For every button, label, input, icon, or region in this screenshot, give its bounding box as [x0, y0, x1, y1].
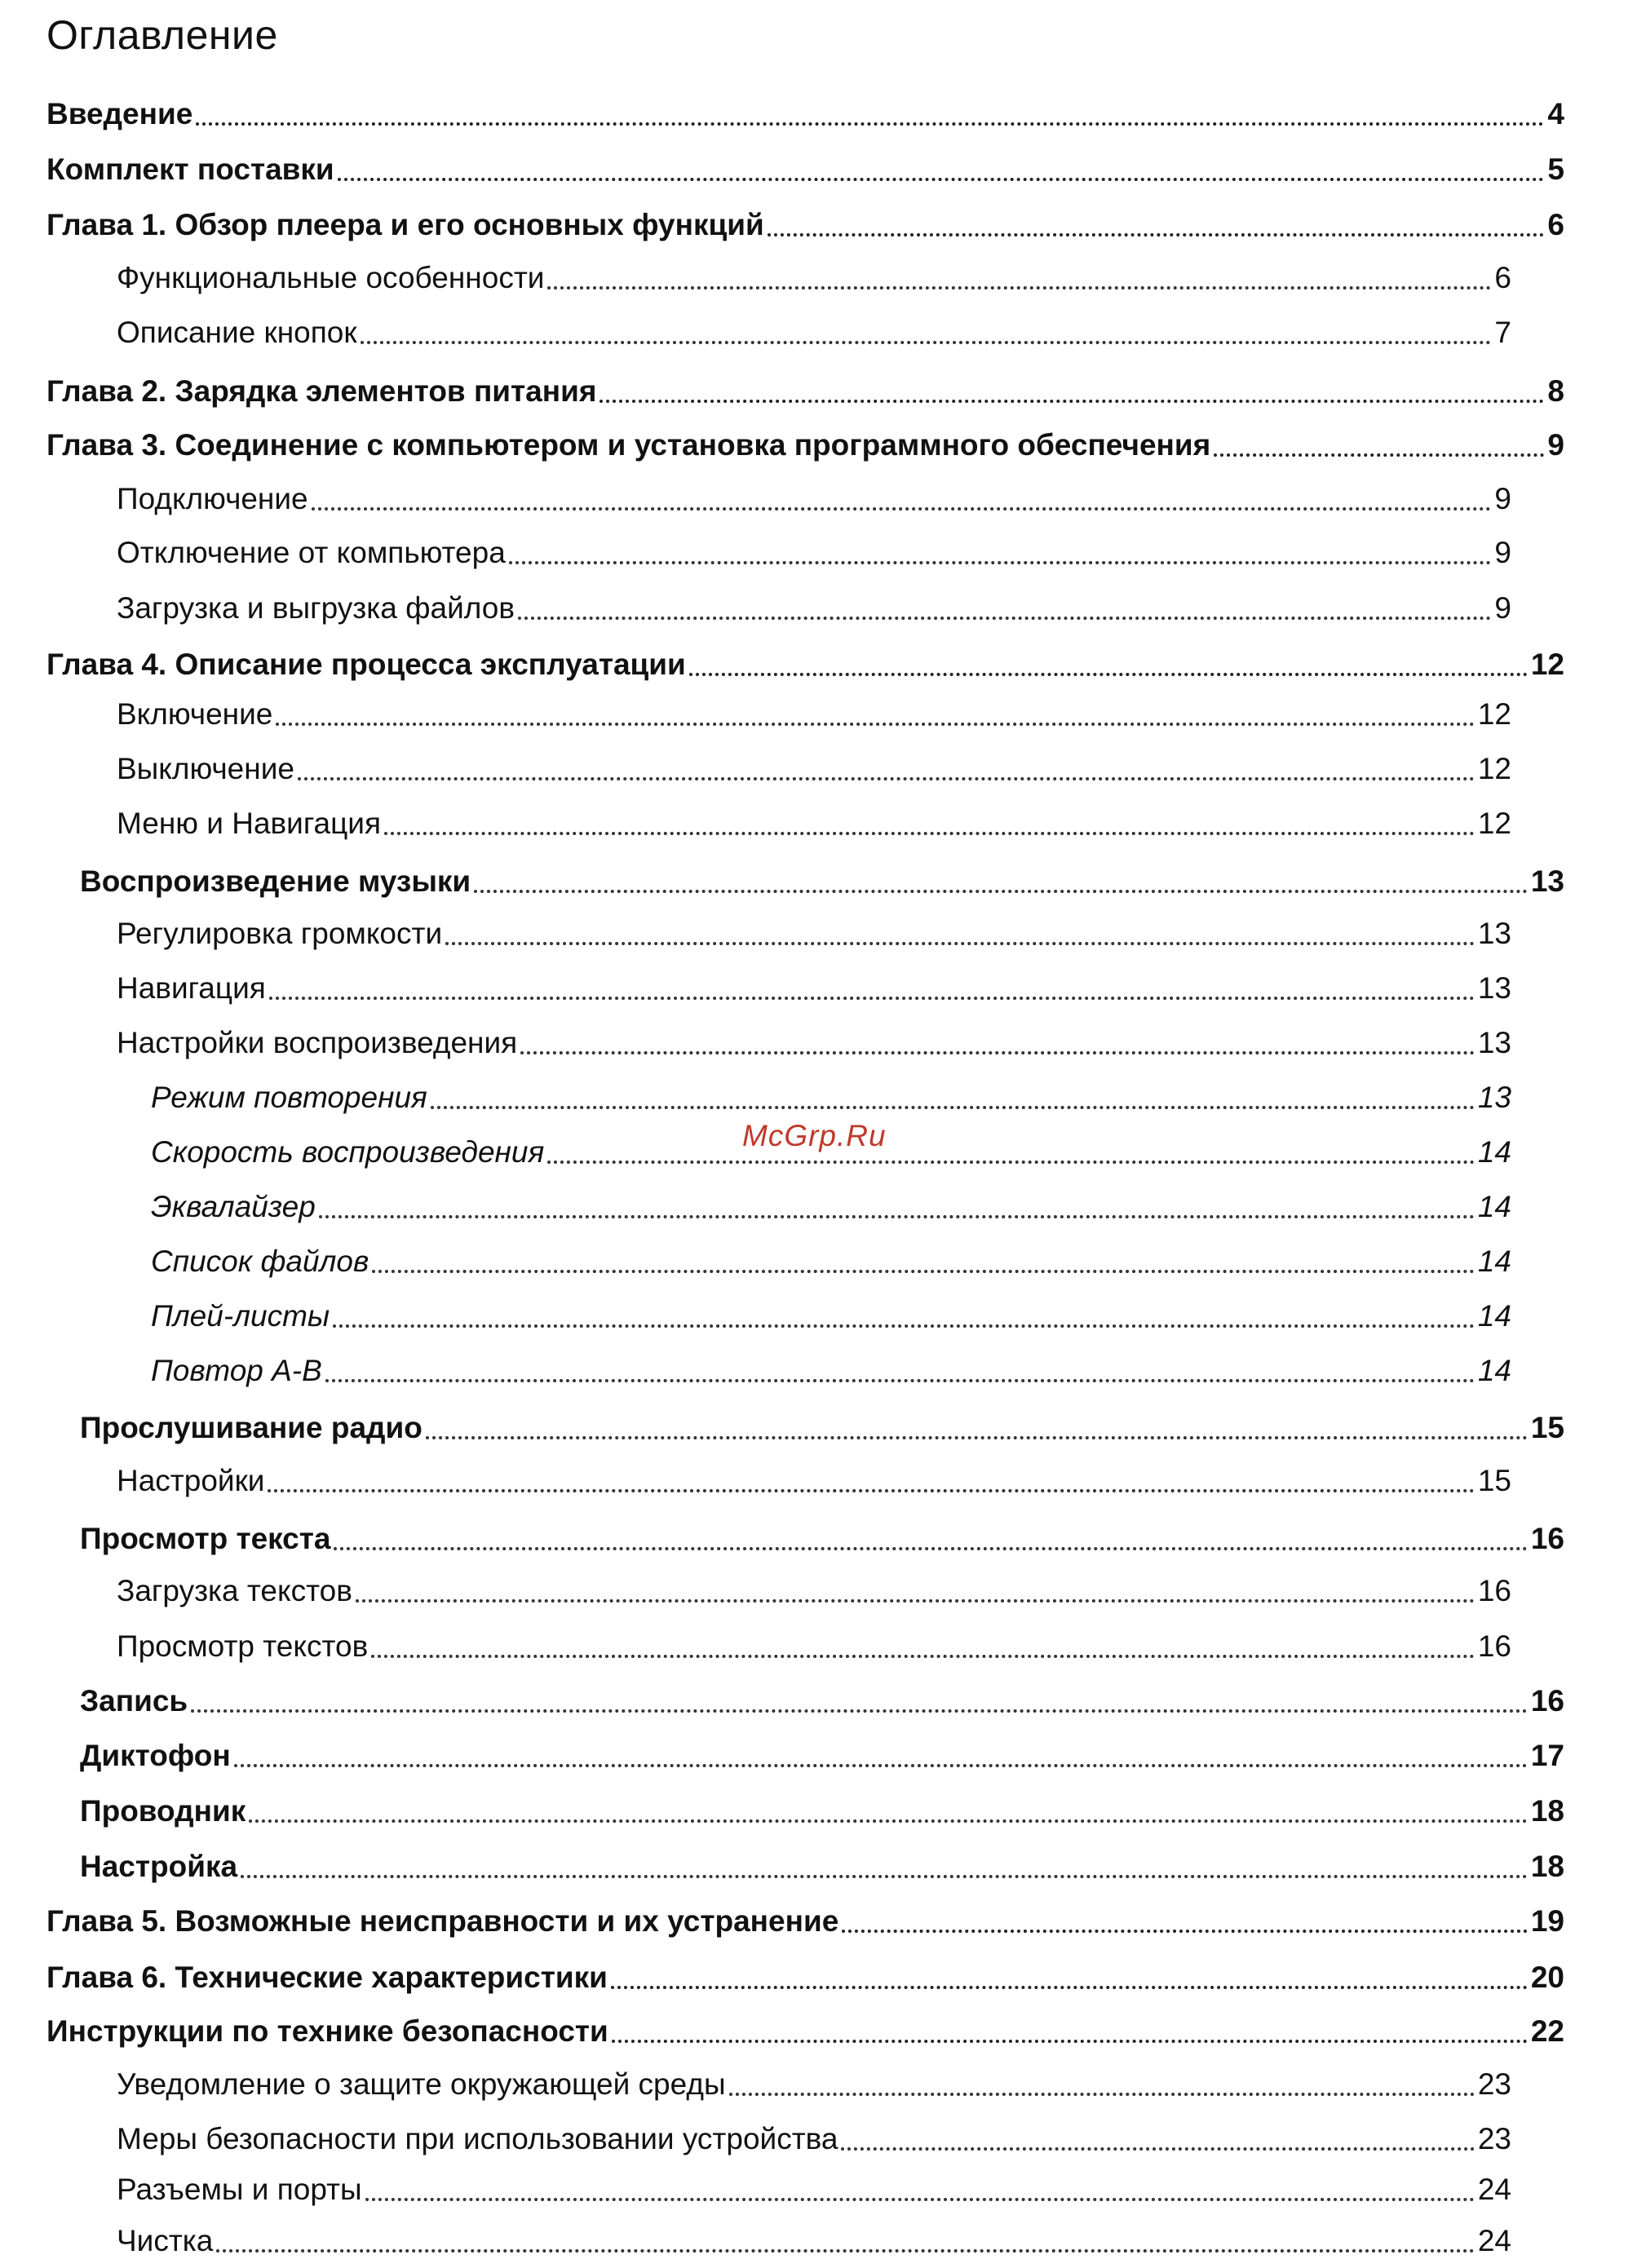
toc-entry-title: Чистка — [117, 2224, 214, 2257]
toc-entry-page: 16 — [1530, 1684, 1564, 1718]
toc-entry-title: Скорость воспроизведения — [151, 1135, 545, 1169]
toc-entry-page: 17 — [1530, 1739, 1564, 1772]
toc-entry-page: 14 — [1477, 1354, 1511, 1387]
dot-leader — [729, 2093, 1475, 2096]
toc-entry-chapter-6[interactable] — [46, 1957, 1564, 1998]
toc-entry-buttons[interactable] — [117, 312, 1511, 353]
toc-entry-equalizer[interactable] — [151, 1187, 1511, 1227]
toc-entry-title: Меры безопасности при использовании устройства — [117, 2122, 838, 2155]
toc-entry-title: Глава 2. Зарядка элементов питания — [46, 374, 597, 408]
toc-entry-page: 5 — [1547, 153, 1564, 186]
dot-leader — [356, 1599, 1475, 1603]
dot-leader — [268, 1489, 1474, 1492]
toc-entry-title: Функциональные особенности — [117, 261, 545, 294]
toc-entry-package-contents[interactable] — [46, 149, 1564, 190]
toc-entry-navigation[interactable] — [117, 968, 1511, 1009]
toc-entry-text-loading[interactable] — [117, 1571, 1511, 1611]
toc-entry-page: 14 — [1477, 1135, 1511, 1169]
toc-entry-page: 16 — [1477, 1629, 1511, 1663]
dot-leader — [384, 832, 1475, 835]
dot-leader — [249, 1819, 1528, 1823]
toc-entry-volume[interactable] — [117, 913, 1511, 954]
dot-leader — [312, 507, 1492, 511]
toc-entry-title: Отключение от компьютера — [117, 536, 506, 569]
dot-leader — [426, 1436, 1528, 1439]
dot-leader — [216, 2249, 1474, 2253]
toc-entry-chapter-1[interactable] — [46, 205, 1564, 245]
dot-leader — [520, 1051, 1475, 1054]
dot-leader — [325, 1379, 1475, 1382]
toc-entry-settings[interactable] — [80, 1846, 1564, 1887]
toc-entry-text-viewer[interactable] — [80, 1519, 1564, 1559]
toc-entry-page: 9 — [1547, 428, 1564, 462]
toc-entry-playback-settings[interactable] — [117, 1023, 1511, 1063]
toc-entry-page: 13 — [1477, 1026, 1511, 1059]
dot-leader — [241, 1875, 1528, 1878]
toc-entry-chapter-5[interactable] — [46, 1901, 1564, 1942]
dot-leader — [431, 1106, 1475, 1109]
dot-leader — [768, 233, 1545, 237]
dot-leader — [319, 1215, 1475, 1218]
toc-entry-title: Введение — [46, 97, 193, 130]
toc-entry-title: Настройки — [117, 1464, 265, 1497]
dot-leader — [689, 673, 1528, 676]
toc-entry-page: 24 — [1477, 2173, 1511, 2206]
toc-entry-page: 12 — [1530, 648, 1564, 681]
dot-leader — [445, 942, 1475, 945]
toc-entry-title: Настройка — [80, 1850, 238, 1883]
toc-entry-radio-settings[interactable] — [117, 1461, 1511, 1501]
toc-entry-safety-measures[interactable] — [117, 2119, 1511, 2160]
toc-entry-radio[interactable] — [80, 1408, 1564, 1448]
dot-leader — [1214, 453, 1544, 457]
toc-entry-page: 12 — [1477, 697, 1511, 731]
toc-entry-title: Режим повторения — [151, 1081, 427, 1114]
toc-entry-page: 12 — [1477, 752, 1511, 785]
toc-entry-chapter-2[interactable] — [46, 371, 1564, 412]
toc-entry-environment[interactable] — [117, 2064, 1511, 2105]
dot-leader — [234, 1764, 1528, 1767]
dot-leader — [547, 1161, 1475, 1164]
toc-entry-page: 9 — [1494, 482, 1511, 515]
toc-entry-title: Выключение — [117, 752, 294, 785]
toc-entry-page: 22 — [1530, 2014, 1564, 2048]
toc-entry-page: 12 — [1477, 807, 1511, 840]
dot-leader — [196, 122, 1544, 126]
dot-leader — [298, 777, 1475, 780]
watermark: McGrp.Ru — [742, 1119, 887, 1152]
dot-leader — [338, 178, 1545, 181]
toc-entry-page: 14 — [1477, 1190, 1511, 1223]
toc-entry-repeat-ab[interactable] — [151, 1351, 1511, 1391]
toc-entry-title: Эквалайзер — [151, 1190, 316, 1223]
toc-entry-page: 13 — [1530, 864, 1564, 898]
toc-entry-features[interactable] — [117, 258, 1511, 298]
toc-entry-title: Меню и Навигация — [117, 807, 382, 840]
toc-entry-chapter-4[interactable] — [46, 644, 1564, 685]
dot-leader — [547, 286, 1491, 290]
toc-entry-power-off[interactable] — [117, 749, 1511, 789]
toc-entry-playlists[interactable] — [151, 1296, 1511, 1337]
toc-entry-page: 16 — [1477, 1574, 1511, 1607]
dot-leader — [841, 2147, 1474, 2151]
toc-entry-page: 15 — [1530, 1411, 1564, 1444]
toc-entry-connection[interactable] — [117, 479, 1511, 519]
toc-entry-title: Запись — [80, 1684, 188, 1718]
toc-entry-title: Повтор А-В — [151, 1354, 322, 1387]
toc-entry-title: Комплект поставки — [46, 153, 334, 186]
toc-entry-title: Подключение — [117, 482, 308, 515]
toc-entry-title: Глава 5. Возможные неисправности и их устранение — [46, 1904, 839, 1938]
toc-entry-page: 8 — [1547, 374, 1564, 408]
dot-leader — [371, 1655, 1475, 1658]
dot-leader — [518, 617, 1491, 620]
dot-leader — [599, 400, 1544, 403]
dot-leader — [842, 1930, 1528, 1933]
toc-entry-page: 16 — [1530, 1522, 1564, 1555]
toc-entry-title: Загрузка текстов — [117, 1574, 352, 1607]
toc-entry-text-viewing[interactable] — [117, 1626, 1511, 1667]
toc-entry-page: 14 — [1477, 1299, 1511, 1333]
toc-entry-repeat-mode[interactable] — [151, 1077, 1511, 1118]
toc-entry-title: Разъемы и порты — [117, 2173, 362, 2206]
toc-entry-power-on[interactable] — [117, 694, 1511, 735]
dot-leader — [509, 561, 1492, 564]
toc-entry-page: 13 — [1477, 1081, 1511, 1114]
toc-entry-title: Глава 4. Описание процесса эксплуатации — [46, 648, 686, 681]
toc-entry-safety[interactable] — [46, 2011, 1564, 2052]
toc-entry-title: Плей-листы — [151, 1299, 330, 1333]
dot-leader — [365, 2198, 1475, 2201]
dot-leader — [372, 1270, 1475, 1273]
toc-entry-title: Инструкции по технике безопасности — [46, 2014, 608, 2048]
dot-leader — [334, 1547, 1527, 1550]
toc-entry-recording[interactable] — [80, 1681, 1564, 1722]
dot-leader — [474, 890, 1528, 893]
toc-entry-file-transfer[interactable] — [117, 588, 1511, 629]
toc-entry-explorer[interactable] — [80, 1791, 1564, 1832]
toc-entry-title: Уведомление о защите окружающей среды — [117, 2067, 726, 2101]
dot-leader — [269, 997, 1475, 1000]
toc-entry-disconnection[interactable] — [117, 533, 1511, 573]
toc-entry-page: 18 — [1530, 1850, 1564, 1883]
toc-entry-page: 7 — [1494, 316, 1511, 349]
toc-entry-page: 15 — [1477, 1464, 1511, 1497]
toc-entry-ports[interactable] — [117, 2169, 1511, 2210]
toc-entry-title: Просмотр текстов — [117, 1629, 369, 1663]
toc-entry-page: 9 — [1494, 536, 1511, 569]
toc-entry-page: 6 — [1547, 208, 1564, 241]
toc-entry-cleaning[interactable] — [117, 2221, 1511, 2261]
toc-entry-page: 18 — [1530, 1794, 1564, 1828]
toc-entry-chapter-3[interactable] — [46, 425, 1564, 466]
toc-entry-introduction[interactable] — [46, 94, 1564, 135]
toc-entry-page: 9 — [1494, 591, 1511, 625]
toc-entry-page: 13 — [1477, 971, 1511, 1005]
toc-entry-file-list[interactable] — [151, 1241, 1511, 1282]
toc-entry-page: 23 — [1477, 2122, 1511, 2155]
toc-entry-title: Список файлов — [151, 1245, 369, 1278]
dot-leader — [276, 723, 1475, 726]
toc-entry-title: Описание кнопок — [117, 316, 357, 349]
toc-entry-title: Загрузка и выгрузка файлов — [117, 591, 515, 625]
toc-entry-page: 14 — [1477, 1245, 1511, 1278]
page-title: Оглавление — [46, 12, 278, 58]
toc-entry-title: Прослушивание радио — [80, 1411, 423, 1444]
toc-entry-title: Регулировка громкости — [117, 917, 443, 950]
toc-entry-title: Диктофон — [80, 1739, 231, 1772]
dot-leader — [361, 341, 1492, 344]
toc-entry-title: Просмотр текста — [80, 1522, 331, 1555]
toc-entry-page: 6 — [1494, 261, 1511, 294]
dot-leader — [612, 2040, 1528, 2043]
toc-entry-page: 19 — [1530, 1904, 1564, 1938]
toc-entry-title: Глава 3. Соединение с компьютером и установка программного обеспечения — [46, 428, 1211, 462]
toc-entry-page: 23 — [1477, 2067, 1511, 2101]
toc-entry-menu-navigation[interactable] — [117, 803, 1511, 844]
dot-leader — [333, 1324, 1475, 1328]
dot-leader — [611, 1986, 1528, 1989]
toc-entry-page: 24 — [1477, 2224, 1511, 2257]
toc-entry-title: Воспроизведение музыки — [80, 864, 471, 898]
toc-entry-page: 13 — [1477, 917, 1511, 950]
toc-entry-title: Глава 6. Технические характеристики — [46, 1961, 608, 1994]
toc-entry-title: Включение — [117, 697, 273, 731]
toc-entry-music-playback[interactable] — [80, 861, 1564, 902]
dot-leader — [191, 1709, 1528, 1713]
toc-entry-dictaphone[interactable] — [80, 1735, 1564, 1776]
toc-entry-title: Навигация — [117, 971, 266, 1005]
toc-entry-title: Глава 1. Обзор плеера и его основных функций — [46, 208, 764, 241]
toc-entry-page: 20 — [1530, 1961, 1564, 1994]
toc-entry-title: Проводник — [80, 1794, 246, 1828]
toc-entry-page: 4 — [1547, 97, 1564, 130]
toc-entry-title: Настройки воспроизведения — [117, 1026, 518, 1059]
